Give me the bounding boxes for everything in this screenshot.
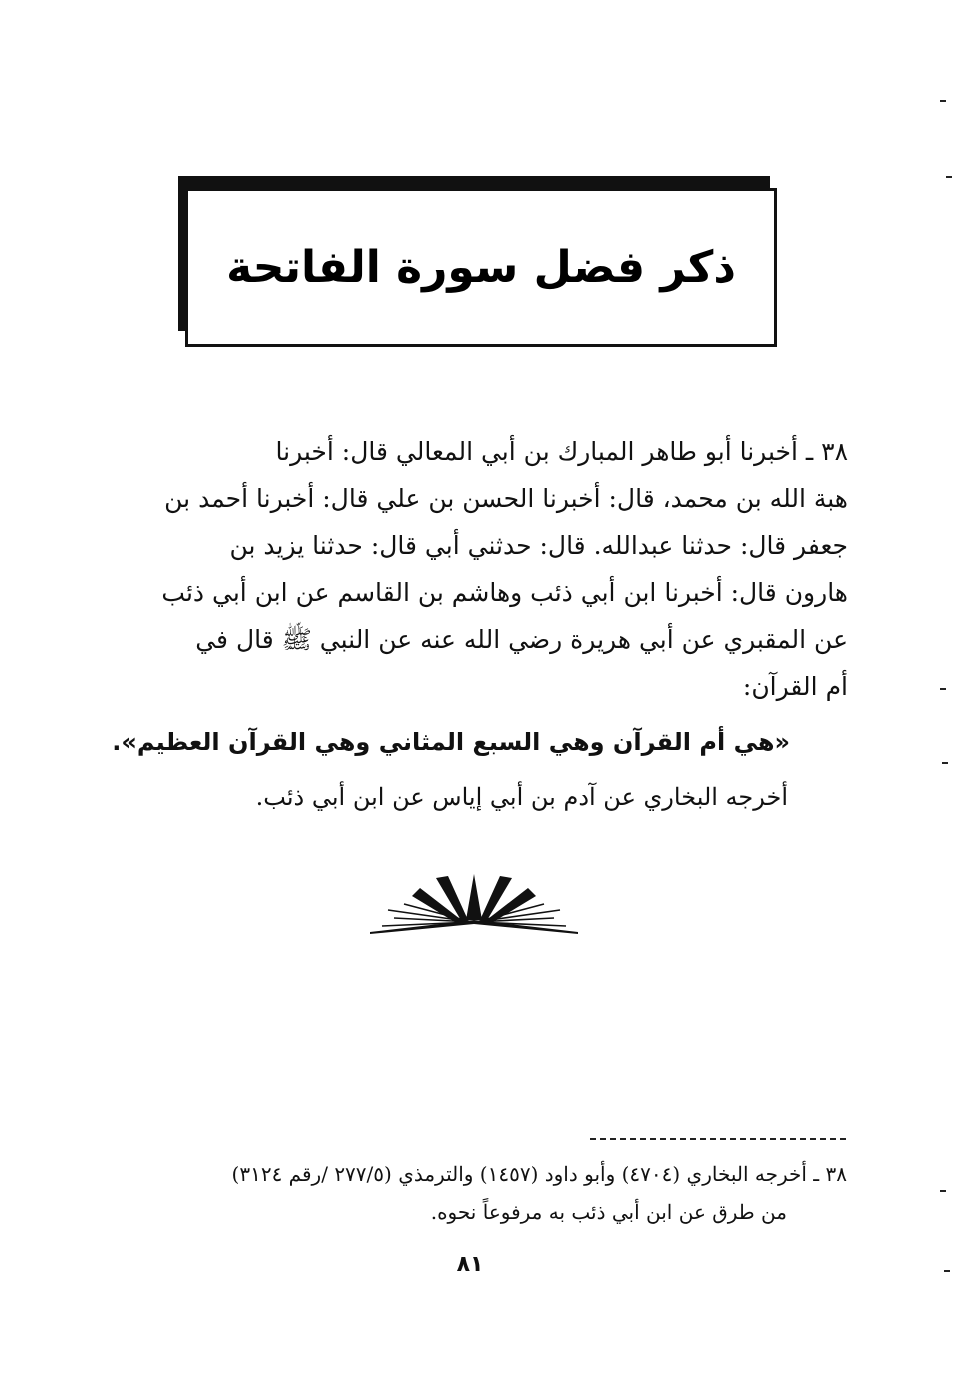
hadith-quote: «هي أم القرآن وهي السبع المثاني وهي القرآن العظيم». (112, 728, 790, 756)
open-book-rays-ornament-icon (368, 870, 580, 936)
hadith-line: أم القرآن: (742, 672, 848, 701)
hadith-takhrij: أخرجه البخاري عن آدم بن أبي إياس عن ابن أبي ذئب. (255, 783, 788, 811)
hadith-line: جعفر قال: حدثنا عبدالله. قال: حدثني أبي قال: حدثنا يزيد بن (229, 531, 848, 560)
footnote-separator (590, 1138, 846, 1140)
hadith-line: هارون قال: أخبرنا ابن أبي ذئب وهاشم بن القاسم عن ابن أبي ذئب (161, 578, 848, 607)
margin-mark (940, 100, 946, 102)
chapter-title: ذكر فضل سورة الفاتحة (226, 242, 736, 293)
footnote-line: ٣٨ ـ أخرجه البخاري (٤٧٠٤) وأبو داود (١٤٥٧) والترمذي (٢٧٧/٥ /رقم ٣١٢٤) (231, 1162, 847, 1186)
margin-mark (942, 762, 948, 764)
margin-mark (944, 1270, 950, 1272)
footnote (87, 1155, 847, 1231)
page-number: ٨١ (456, 1252, 484, 1277)
hadith-line: عن المقبري عن أبي هريرة رضي الله عنه عن النبي ﷺ قال في (195, 625, 848, 654)
footnote-line: من طرق عن ابن أبي ذئب به مرفوعاً نحوه. (430, 1200, 787, 1224)
hadith-line: ٣٨ ـ أخبرنا أبو طاهر المبارك بن أبي المعالي قال: أخبرنا (275, 437, 848, 466)
title-box (185, 188, 777, 347)
hadith-line: هبة الله بن محمد، قال: أخبرنا الحسن بن علي قال: أخبرنا أحمد بن (164, 484, 848, 513)
hadith-text (100, 428, 848, 710)
margin-mark (940, 688, 946, 690)
margin-mark (946, 176, 952, 178)
margin-mark (940, 1190, 946, 1192)
